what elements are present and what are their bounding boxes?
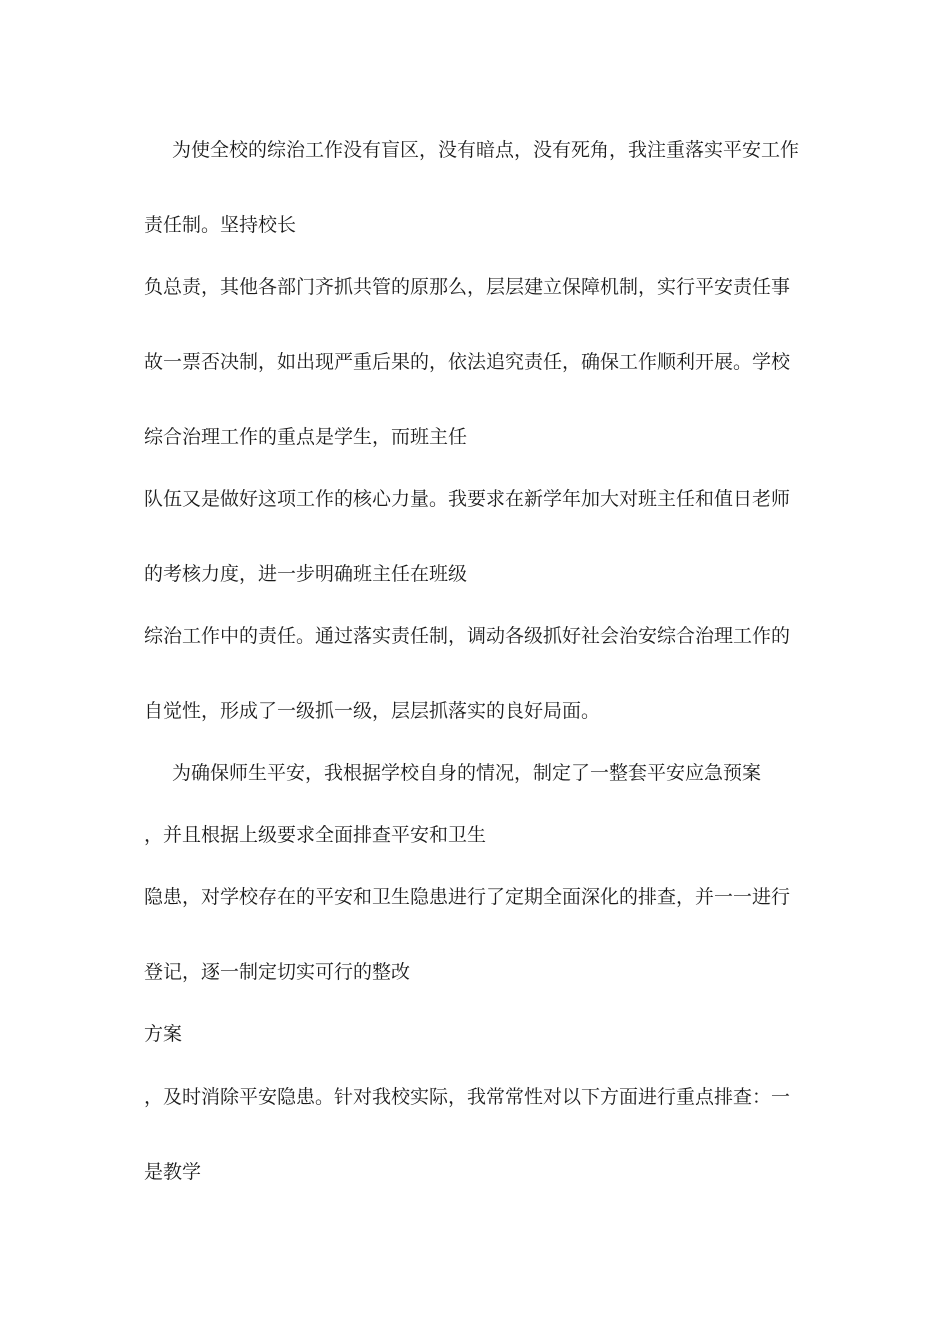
text-line: 是教学 bbox=[144, 1161, 202, 1183]
text-line: 登记，逐一制定切实可行的整改 bbox=[144, 961, 411, 983]
text-line: ，及时消除平安隐患。针对我校实际，我常常性对以下方面进行重点排查：一 bbox=[144, 1086, 791, 1108]
text-line: 的考核力度，进一步明确班主任在班级 bbox=[144, 563, 468, 585]
text-line: 综合治理工作的重点是学生，而班主任 bbox=[144, 426, 468, 448]
text-line: 队伍又是做好这项工作的核心力量。我要求在新学年加大对班主任和值日老师 bbox=[144, 488, 791, 510]
text-line: 隐患，对学校存在的平安和卫生隐患进行了定期全面深化的排查，并一一进行 bbox=[144, 886, 791, 908]
text-line: 为使全校的综治工作没有盲区，没有暗点，没有死角，我注重落实平安工作 bbox=[172, 139, 800, 161]
text-line: 故一票否决制，如出现严重后果的，依法追究责任，确保工作顺利开展。学校 bbox=[144, 351, 791, 373]
text-line: ，并且根据上级要求全面排查平安和卫生 bbox=[144, 824, 487, 846]
text-line: 方案 bbox=[144, 1023, 183, 1045]
text-line: 责任制。坚持校长 bbox=[144, 214, 297, 236]
text-line: 自觉性，形成了一级抓一级，层层抓落实的良好局面。 bbox=[144, 700, 601, 722]
text-line: 负总责，其他各部门齐抓共管的原那么，层层建立保障机制，实行平安责任事 bbox=[144, 276, 791, 298]
text-line: 为确保师生平安，我根据学校自身的情况，制定了一整套平安应急预案 bbox=[172, 762, 762, 784]
text-line: 综治工作中的责任。通过落实责任制，调动各级抓好社会治安综合治理工作的 bbox=[144, 625, 791, 647]
